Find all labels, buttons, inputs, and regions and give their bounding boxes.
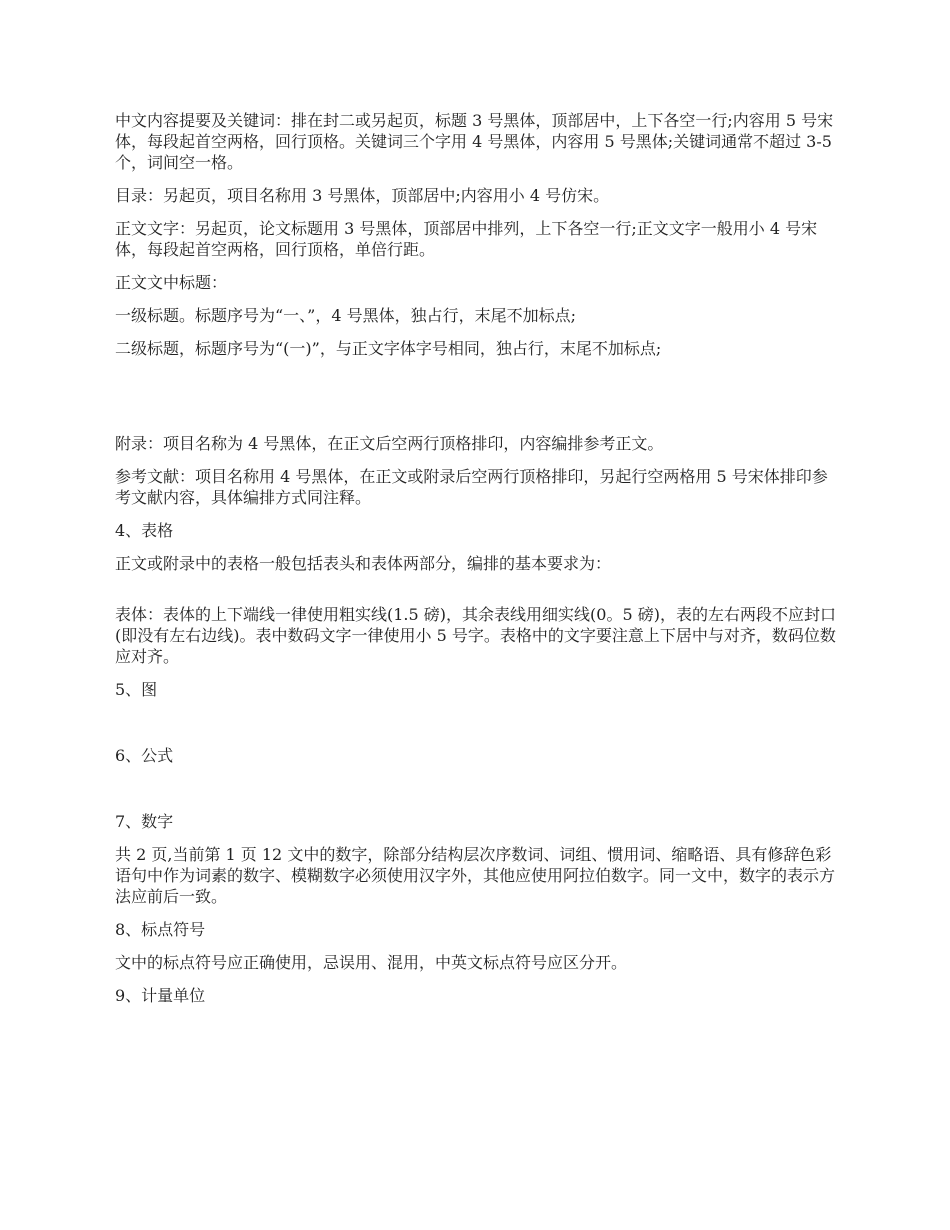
level2-heading-paragraph: 二级标题，标题序号为“(一)”，与正文字体字号相同，独占行，末尾不加标点; <box>115 339 662 358</box>
toc-paragraph: 目录：另起页，项目名称用 3 号黑体，顶部居中;内容用小 4 号仿宋。 <box>115 186 610 205</box>
body-text-paragraph: 正文文字：另起页，论文标题用 3 号黑体，顶部居中排列，上下各空一行;正文文字一般用小 4 号宋体，每段起首空两格，回行顶格，单倍行距。 <box>115 219 818 259</box>
table-body-paragraph: 表体：表体的上下端线一律使用粗实线(1.5 磅)，其余表线用细实线(0。5 磅)，表的左右两段不应封口(即没有左右边线)。表中数码文字一律使用小 5 号字。表格中的文字要注意上下居中与对齐，数码位数应对齐。 <box>115 605 836 666</box>
references-paragraph: 参考文献：项目名称用 4 号黑体，在正文或附录后空两行顶格排印，另起行空两格用 5 号宋体排印参考文献内容，具体编排方式同注释。 <box>115 467 828 507</box>
section-heading-punctuation: 8、标点符号 <box>115 920 206 939</box>
appendix-paragraph: 附录：项目名称为 4 号黑体，在正文后空两行顶格排印，内容编排参考正文。 <box>115 434 664 453</box>
section-heading-formulas: 6、公式 <box>115 746 174 765</box>
body-headings-paragraph: 正文文中标题： <box>115 273 228 292</box>
numbers-paragraph: 共 2 页,当前第 1 页 12 文中的数字，除部分结构层次序数词、词组、惯用词、缩略语、具有修辞色彩语句中作为词素的数字、模糊数字必须使用汉字外，其他应使用阿拉伯数字。同一文中，数字的表示方法应前后一致。 <box>115 845 836 906</box>
abstract-keywords-paragraph: 中文内容提要及关键词：排在封二或另起页，标题 3 号黑体，顶部居中，上下各空一行;内容用 5 号宋体，每段起首空两格，回行顶格。关键词三个字用 4 号黑体，内容用 5 号黑体;关键词通常不超过 3-5 个，词间空一格。 <box>115 111 834 172</box>
section-heading-tables: 4、表格 <box>115 521 174 540</box>
section-heading-numbers: 7、数字 <box>115 812 174 831</box>
section-heading-figures: 5、图 <box>115 680 158 699</box>
tables-intro-paragraph: 正文或附录中的表格一般包括表头和表体两部分，编排的基本要求为： <box>115 554 612 573</box>
punctuation-paragraph: 文中的标点符号应正确使用，忌误用、混用，中英文标点符号应区分开。 <box>115 953 628 972</box>
level1-heading-paragraph: 一级标题。标题序号为“一、”，4 号黑体，独占行，末尾不加标点; <box>115 306 577 325</box>
section-heading-units: 9、计量单位 <box>115 986 206 1005</box>
document-body <box>115 110 840 1006</box>
